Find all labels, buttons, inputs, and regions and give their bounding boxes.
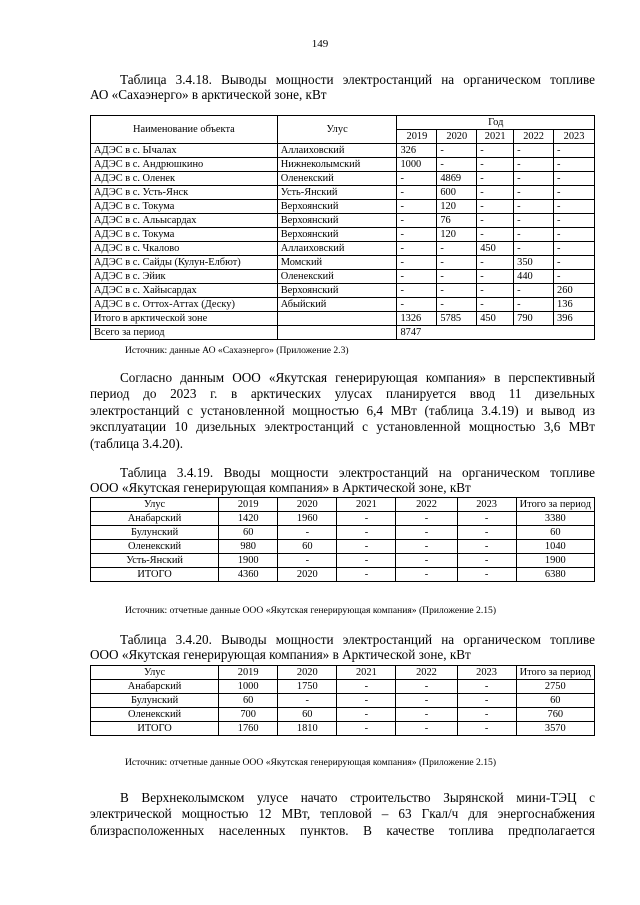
value-cell: - [554, 172, 595, 186]
value-cell: - [477, 228, 514, 242]
column-header: 2022 [396, 666, 457, 680]
table-row [91, 256, 595, 270]
column-header: Улус [91, 666, 219, 680]
value-cell: - [337, 540, 396, 554]
value-cell: - [397, 298, 437, 312]
value-cell: - [337, 554, 396, 568]
column-header: 2020 [278, 666, 337, 680]
table1-caption [90, 72, 595, 102]
value-cell: 136 [554, 298, 595, 312]
column-header: 2021 [337, 498, 396, 512]
ulus-cell: ИТОГО [91, 568, 219, 582]
paragraph-1-line: эксплуатации 10 дизельных электростанций с установленной мощностью 3,6 МВт [90, 419, 595, 435]
value-cell: - [278, 526, 337, 540]
table-row [91, 722, 595, 736]
total-value-cell: 1326 [397, 312, 437, 326]
value-cell: - [514, 158, 554, 172]
value-cell: 3570 [516, 722, 594, 736]
value-cell: - [337, 568, 396, 582]
table-row [91, 186, 595, 200]
value-cell: - [437, 270, 477, 284]
value-cell: 326 [397, 144, 437, 158]
value-cell: 4360 [219, 568, 278, 582]
table-row [91, 228, 595, 242]
value-cell: - [397, 228, 437, 242]
value-cell: - [477, 270, 514, 284]
value-cell: - [457, 708, 516, 722]
total-value-cell: 450 [477, 312, 514, 326]
value-cell: - [396, 568, 457, 582]
table1-header-2020: 2020 [437, 130, 477, 144]
ulus-cell: Верхоянский [277, 284, 397, 298]
value-cell: - [437, 144, 477, 158]
ulus-cell: Нижнеколымский [277, 158, 397, 172]
table1-header-year: Год [397, 116, 595, 130]
total-label-cell: Итого в арктической зоне [91, 312, 278, 326]
value-cell: - [554, 256, 595, 270]
object-name-cell: АДЭС в с. Ычалах [91, 144, 278, 158]
value-cell: 1750 [278, 680, 337, 694]
object-name-cell: АДЭС в с. Эйик [91, 270, 278, 284]
table3 [90, 665, 595, 736]
table2-caption-line1: Таблица 3.4.19. Вводы мощности электростанций на органическом топливе [120, 465, 595, 480]
column-header: 2023 [457, 666, 516, 680]
value-cell: - [437, 242, 477, 256]
ulus-cell: Оленекский [277, 270, 397, 284]
value-cell: - [477, 158, 514, 172]
ulus-cell: Верхоянский [277, 228, 397, 242]
ulus-cell: Верхоянский [277, 214, 397, 228]
page-number: 149 [311, 38, 329, 50]
table3-source: Источник: отчетные данные ООО «Якутская генерирующая компания» (Приложение 2.15) [125, 757, 497, 768]
value-cell: 260 [554, 284, 595, 298]
table1-header-2023: 2023 [554, 130, 595, 144]
table-row [91, 200, 595, 214]
ulus-cell: Аллаиховский [277, 144, 397, 158]
ulus-cell: Оленекский [277, 172, 397, 186]
value-cell: - [477, 200, 514, 214]
table3-caption-line2: ООО «Якутская генерирующая компания» в Арктической зоне, кВт [90, 647, 471, 662]
table-row [91, 242, 595, 256]
value-cell: 120 [437, 228, 477, 242]
value-cell: - [278, 694, 337, 708]
empty-cell [277, 326, 397, 340]
column-header: Итого за период [516, 666, 594, 680]
paragraph-1 [90, 370, 595, 452]
table1-header-name: Наименование объекта [91, 116, 278, 144]
ulus-cell: Аллаиховский [277, 242, 397, 256]
value-cell: - [397, 214, 437, 228]
value-cell: 1900 [219, 554, 278, 568]
paragraph-2-line: электрической мощностью 12 МВт, тепловой – 63 Гкал/ч для энергоснабжения [90, 806, 595, 822]
value-cell: - [554, 242, 595, 256]
value-cell: 350 [514, 256, 554, 270]
value-cell: - [514, 200, 554, 214]
ulus-cell: ИТОГО [91, 722, 219, 736]
value-cell: - [337, 512, 396, 526]
value-cell: - [514, 214, 554, 228]
value-cell: 1000 [397, 158, 437, 172]
value-cell: - [457, 722, 516, 736]
value-cell: - [554, 200, 595, 214]
column-header: 2020 [278, 498, 337, 512]
value-cell: - [397, 256, 437, 270]
value-cell: 1760 [219, 722, 278, 736]
table-row [91, 172, 595, 186]
paragraph-2-line: близрасположенных населенных пунктов. В качестве топлива предполагается [90, 822, 595, 838]
table-row [91, 526, 595, 540]
value-cell: - [477, 186, 514, 200]
value-cell: - [337, 708, 396, 722]
value-cell: 450 [477, 242, 514, 256]
value-cell: - [396, 526, 457, 540]
value-cell: - [278, 554, 337, 568]
table-row [91, 554, 595, 568]
value-cell: 760 [516, 708, 594, 722]
value-cell: - [477, 172, 514, 186]
value-cell: - [554, 214, 595, 228]
value-cell: - [514, 144, 554, 158]
table1-header-2021: 2021 [477, 130, 514, 144]
table1-header-2022: 2022 [514, 130, 554, 144]
value-cell: - [396, 722, 457, 736]
table-row [91, 540, 595, 554]
column-header: 2019 [219, 498, 278, 512]
value-cell: - [437, 256, 477, 270]
object-name-cell: АДЭС в с. Андрюшкино [91, 158, 278, 172]
value-cell: - [457, 680, 516, 694]
object-name-cell: АДЭС в с. Усть-Янск [91, 186, 278, 200]
value-cell: - [397, 172, 437, 186]
value-cell: - [437, 158, 477, 172]
value-cell: 2020 [278, 568, 337, 582]
ulus-cell: Абыйский [277, 298, 397, 312]
value-cell: - [477, 284, 514, 298]
total-value-cell: 396 [554, 312, 595, 326]
value-cell: - [457, 568, 516, 582]
value-cell: 1810 [278, 722, 337, 736]
value-cell: 60 [278, 540, 337, 554]
value-cell: 3380 [516, 512, 594, 526]
table2-caption-line2: ООО «Якутская генерирующая компания» в Арктической зоне, кВт [90, 480, 471, 495]
ulus-cell: Усть-Янский [91, 554, 219, 568]
table-row [91, 214, 595, 228]
ulus-cell: Булунский [91, 526, 219, 540]
paragraph-2 [90, 790, 595, 839]
table2-caption [90, 465, 595, 495]
object-name-cell: АДЭС в с. Токума [91, 228, 278, 242]
table-row [91, 144, 595, 158]
table1-source: Источник: данные АО «Сахаэнерго» (Приложение 2.3) [125, 345, 349, 356]
value-cell: - [554, 228, 595, 242]
value-cell: - [337, 722, 396, 736]
ulus-cell: Анабарский [91, 512, 219, 526]
value-cell: 60 [219, 694, 278, 708]
table1-caption-line2: АО «Сахаэнерго» в арктической зоне, кВт [90, 87, 327, 102]
value-cell: - [396, 694, 457, 708]
table1-caption-line1: Таблица 3.4.18. Выводы мощности электростанций на органическом топливе [120, 72, 595, 87]
value-cell: 6380 [516, 568, 594, 582]
paragraph-1-line: (таблица 3.4.20). [90, 435, 184, 451]
value-cell: - [554, 144, 595, 158]
value-cell: - [457, 512, 516, 526]
column-header: Итого за период [516, 498, 594, 512]
value-cell: - [337, 680, 396, 694]
table-row [91, 694, 595, 708]
value-cell: - [477, 256, 514, 270]
ulus-cell: Усть-Янский [277, 186, 397, 200]
value-cell: 700 [219, 708, 278, 722]
paragraph-2-line: В Верхнеколымском улусе начато строительство Зырянской мини-ТЭЦ с [120, 790, 595, 805]
table-row [91, 298, 595, 312]
object-name-cell: АДЭС в с. Альысардах [91, 214, 278, 228]
value-cell: 1000 [219, 680, 278, 694]
value-cell: - [396, 708, 457, 722]
value-cell: - [396, 680, 457, 694]
value-cell: 1040 [516, 540, 594, 554]
value-cell: 60 [516, 694, 594, 708]
column-header: 2021 [337, 666, 396, 680]
value-cell: - [337, 694, 396, 708]
table3-caption [90, 632, 595, 662]
paragraph-1-line: электростанций с установленной мощностью 6,4 МВт (таблица 3.4.19) и вывод из [90, 402, 595, 418]
object-name-cell: АДЭС в с. Токума [91, 200, 278, 214]
value-cell: - [477, 144, 514, 158]
table3-caption-line1: Таблица 3.4.20. Выводы мощности электростанций на органическом топливе [120, 632, 595, 647]
table-row [91, 568, 595, 582]
table1-header-ulus: Улус [277, 116, 397, 144]
ulus-cell: Момский [277, 256, 397, 270]
value-cell: 60 [516, 526, 594, 540]
value-cell: - [514, 172, 554, 186]
table1-header-2019: 2019 [397, 130, 437, 144]
table2 [90, 497, 595, 582]
column-header: 2023 [457, 498, 516, 512]
value-cell: - [457, 694, 516, 708]
ulus-cell: Анабарский [91, 680, 219, 694]
value-cell: - [514, 242, 554, 256]
table-row [91, 512, 595, 526]
value-cell: - [554, 270, 595, 284]
value-cell: - [437, 284, 477, 298]
value-cell: - [477, 214, 514, 228]
value-cell: 600 [437, 186, 477, 200]
total-value-cell: 5785 [437, 312, 477, 326]
value-cell: - [514, 284, 554, 298]
table-row [91, 680, 595, 694]
value-cell: - [514, 228, 554, 242]
value-cell: - [437, 298, 477, 312]
paragraph-1-line: период до 2023 г. в арктических улусах планируется ввод 11 дизельных [90, 386, 595, 402]
value-cell: - [457, 554, 516, 568]
column-header: 2022 [396, 498, 457, 512]
period-value-cell: 8747 [397, 326, 595, 340]
object-name-cell: АДЭС в с. Чкалово [91, 242, 278, 256]
value-cell: - [397, 284, 437, 298]
period-label-cell: Всего за период [91, 326, 278, 340]
table-row [91, 270, 595, 284]
value-cell: - [397, 200, 437, 214]
object-name-cell: АДЭС в с. Хайысардах [91, 284, 278, 298]
value-cell: - [397, 242, 437, 256]
value-cell: 980 [219, 540, 278, 554]
table1 [90, 115, 595, 340]
ulus-cell: Верхоянский [277, 200, 397, 214]
value-cell: 2750 [516, 680, 594, 694]
value-cell: - [514, 186, 554, 200]
value-cell: - [457, 540, 516, 554]
paragraph-1-line: Согласно данным ООО «Якутская генерирующая компания» в перспективный [120, 370, 595, 385]
value-cell: - [397, 186, 437, 200]
ulus-cell: Булунский [91, 694, 219, 708]
table-total-row [91, 312, 595, 326]
table-row [91, 708, 595, 722]
table-row [91, 284, 595, 298]
value-cell: 1960 [278, 512, 337, 526]
value-cell: - [457, 526, 516, 540]
value-cell: 4869 [437, 172, 477, 186]
table-period-row [91, 326, 595, 340]
value-cell: - [397, 270, 437, 284]
value-cell: - [396, 540, 457, 554]
column-header: 2019 [219, 666, 278, 680]
value-cell: - [396, 554, 457, 568]
object-name-cell: АДЭС в с. Оленек [91, 172, 278, 186]
value-cell: - [337, 526, 396, 540]
value-cell: - [554, 158, 595, 172]
total-value-cell: 790 [514, 312, 554, 326]
value-cell: - [477, 298, 514, 312]
value-cell: 1900 [516, 554, 594, 568]
value-cell: 76 [437, 214, 477, 228]
value-cell: 440 [514, 270, 554, 284]
ulus-cell: Оленекский [91, 540, 219, 554]
value-cell: - [396, 512, 457, 526]
value-cell: 60 [219, 526, 278, 540]
value-cell: - [514, 298, 554, 312]
value-cell: 1420 [219, 512, 278, 526]
ulus-cell: Оленекский [91, 708, 219, 722]
object-name-cell: АДЭС в с. Оттох-Аттах (Деску) [91, 298, 278, 312]
table2-source: Источник: отчетные данные ООО «Якутская генерирующая компания» (Приложение 2.15) [125, 605, 497, 616]
empty-cell [277, 312, 397, 326]
value-cell: 120 [437, 200, 477, 214]
value-cell: 60 [278, 708, 337, 722]
column-header: Улус [91, 498, 219, 512]
value-cell: - [554, 186, 595, 200]
object-name-cell: АДЭС в с. Сайды (Кулун-Елбют) [91, 256, 278, 270]
table-row [91, 158, 595, 172]
